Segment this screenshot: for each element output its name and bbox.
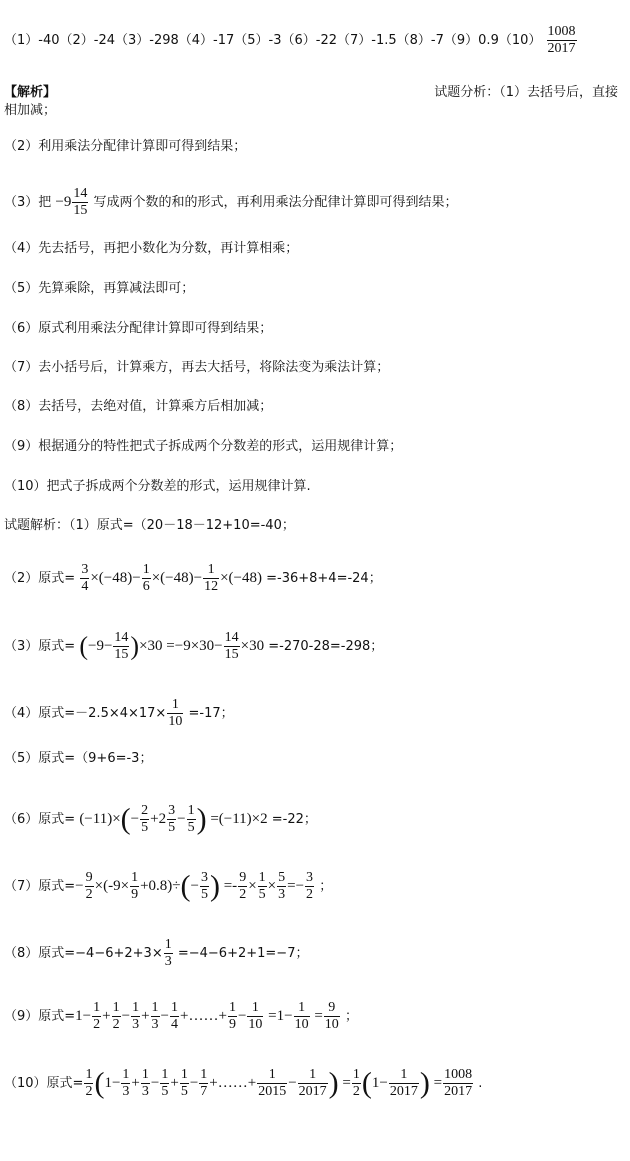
solution-8-prefix: （8）原式=−4−6+2+3× — [4, 946, 163, 961]
analysis-item-9: （9）根据通分的特性把式子拆成两个分数差的形式，运用规律计算； — [4, 439, 403, 454]
solution-3-prefix: （3）原式= — [4, 639, 76, 654]
solution-3-result: =-270-28=-298； — [268, 639, 384, 654]
solution-9-prefix: （9）原式= — [4, 1009, 76, 1024]
solution-1: 试题解析：（1）原式=（20－18－12+10=-40； — [4, 518, 295, 533]
answer-10-fraction — [547, 24, 577, 57]
analysis-item-5: （5）先算乘除，再算减法即可； — [4, 281, 195, 296]
analysis-item-2: （2）利用乘法分配律计算即可得到结果； — [4, 139, 247, 154]
analysis-item-3-den: 15 — [73, 203, 88, 218]
solution-10-prefix: （10）原式= — [4, 1076, 84, 1091]
answers-line — [4, 24, 626, 57]
solution-10: （10）原式= $\frac{1}{2}$ (1− $\frac{1}{3}$ + $\frac{1}{3}$ − $\frac{1}{5}$ + $\frac{1}{5}$ − $\frac{1}{7}$ +……+ $\frac{1}{2015}$ − $\frac{1}{2017}$ ) = $\frac{1}{2}$ (1− $\frac{1}{2017}$ ) = $\frac{1008}{2017}$ . — [4, 1066, 483, 1100]
solution-7-prefix: （7）原式= — [4, 879, 76, 894]
analysis-item-3-mixed: −9 — [55, 194, 72, 210]
solution-9-result: ； — [344, 1009, 358, 1024]
analysis-item-6: （6）原式利用乘法分配律计算即可得到结果； — [4, 321, 273, 336]
solution-2: （2）原式= $\frac{3}{4}$ ×(−48)− $\frac{1}{6}$ ×(−48)− $\frac{1}{12}$ ×(−48) =-36+8+4=-24； — [4, 562, 382, 594]
analysis-item-3 — [4, 186, 626, 219]
solution-9: （9）原式=1− $\frac{1}{2}$ + $\frac{1}{2}$ − $\frac{1}{3}$ + $\frac{1}{3}$ − $\frac{1}{4}$ +……+ $\frac{1}{9}$ − $\frac{1}{10}$ =1− $\frac{1}{10}$ = $\frac{9}{10}$ ； — [4, 1000, 358, 1032]
analysis-item-3-fraction — [72, 186, 88, 219]
solution-4: （4）原式=－2.5×4×17× $\frac{1}{10}$ =-17； — [4, 697, 234, 729]
solution-10-result: . — [478, 1076, 483, 1091]
solution-2-result: =-36+8+4=-24； — [266, 571, 382, 586]
answers-text: （1）-40（2）-24（3）-298（4）-17（5）-3（6）-22（7）-1.5（8）-7（9）0.9（10） — [4, 33, 542, 48]
analysis-intro: 试题分析：（1）去括号后，直接 — [434, 85, 618, 100]
analysis-header — [4, 84, 626, 102]
solution-6-prefix: （6）原式= — [4, 812, 76, 827]
solution-5: （5）原式=（9+6=-3； — [4, 751, 153, 766]
solution-8: （8）原式=−4−6+2+3× $\frac{1}{3}$ =−4−6+2+1=−7； — [4, 937, 309, 969]
analysis-label: 【解析】 — [4, 85, 57, 100]
solution-4-prefix: （4）原式=－2.5×4×17× — [4, 706, 167, 721]
analysis-item-8: （8）去括号，去绝对值，计算乘方后相加减； — [4, 399, 273, 414]
solution-7-result: ； — [319, 879, 333, 894]
solution-7: （7）原式=− $\frac{9}{2}$ ×(-9× $\frac{1}{9}$ +0.8)÷(− $\frac{3}{5}$ ) =- $\frac{9}{2}$ × $\frac{1}{5}$ × $\frac{5}{3}$ =− $\frac{3}{2}$ ； — [4, 869, 333, 903]
analysis-intro-continued: 相加减； — [4, 103, 57, 118]
solution-6: （6）原式= (−11)×(− $\frac{2}{5}$ +2 $\frac{3}{5}$ − $\frac{1}{5}$ ) =(−11)×2 =-22； — [4, 802, 317, 836]
solution-2-prefix: （2）原式= — [4, 571, 76, 586]
answer-10-denominator: 2017 — [547, 41, 576, 56]
solution-4-result: =-17； — [188, 706, 234, 721]
analysis-item-3-prefix: （3）把 — [4, 195, 52, 210]
answer-10-numerator: 1008 — [547, 24, 576, 39]
analysis-item-3-suffix: 写成两个数的和的形式，再利用乘法分配律计算即可得到结果； — [93, 195, 458, 210]
analysis-item-3-num: 14 — [73, 186, 88, 201]
analysis-item-4: （4）先去括号，再把小数化为分数，再计算相乘； — [4, 241, 299, 256]
solution-6-result: =-22； — [271, 812, 317, 827]
solution-3: （3）原式= (−9− $\frac{14}{15}$ )×30 =−9×30− $\frac{14}{15}$ ×30 =-270-28=-298； — [4, 630, 384, 662]
analysis-item-10: （10）把式子拆成两个分数差的形式，运用规律计算. — [4, 479, 311, 494]
solution-8-result: =−4−6+2+1=−7； — [177, 946, 309, 961]
analysis-item-7: （7）去小括号后，计算乘方，再去大括号，将除法变为乘法计算； — [4, 360, 390, 375]
